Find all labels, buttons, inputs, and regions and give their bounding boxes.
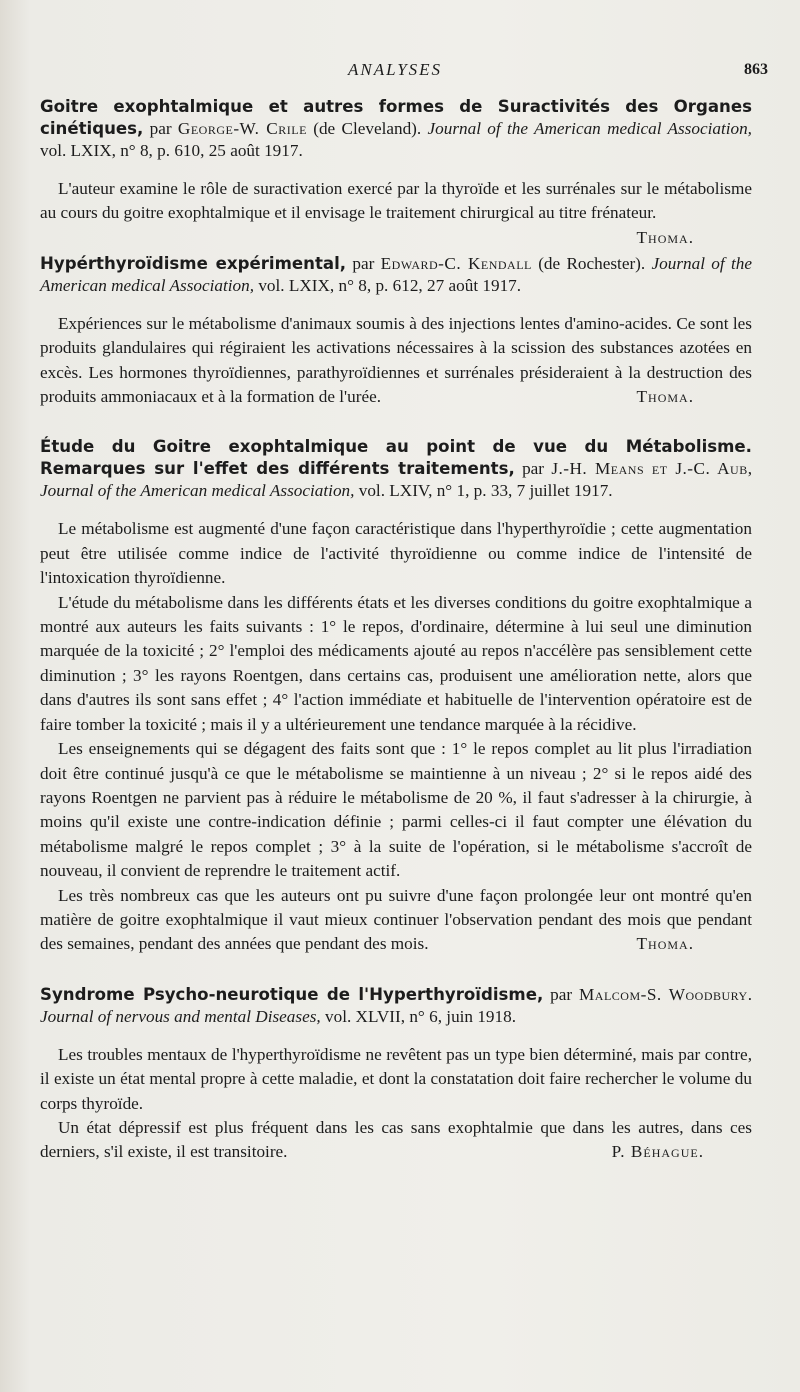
article-signature: P. Béhague. (611, 1142, 704, 1162)
article-citation: vol. LXIX, n° 8, p. 610, 25 août 1917. (40, 141, 303, 160)
article-title: Goitre exophtalmique et autres formes de Suractivités des Organes cinétiques, (40, 97, 752, 138)
article-heading: Étude du Goitre exophtalmique au point de vue du Métabolisme. Remarques sur l'effet des différents traitements, par J.-H. Means et J.-C. Aub, Journal of the American medical Association, vol. LXIV, n° 1, p. 33, 7 juillet 1917. (40, 437, 752, 501)
page-number: 863 (744, 61, 768, 78)
article-paragraph: L'étude du métabolisme dans les différents états et les diverses conditions du goitre exophtalmique a montré aux auteurs les faits suivants : 1° le repos, d'ordinaire, détermine à lui seul une diminution marquée de la toxicité ; 2° l'emploi des médicaments ajouté au repos n'accélère pas sensiblement cette diminution ; 3° les rayons Roentgen, dans certains cas, produisent une amélioration nette, alors que dans d'autres ils sont sans effet ; 4° l'action immédiate et habituelle de l'intervention opératoire est de faire tomber la toxicité ; mais il y a ultérieurement une tendance marquée à la récidive. (40, 592, 752, 734)
article-3 (40, 436, 752, 956)
article-heading: Goitre exophtalmique et autres formes de Suractivités des Organes cinétiques, par George-W. Crile (de Cleveland). Journal of the American medical Association, vol. LXIX, n° 8, p. 610, 25 août 1917. (40, 97, 752, 160)
article-title: Hypérthyroïdisme expérimental, (40, 253, 347, 273)
article-journal: Journal of the American medical Association, (427, 119, 752, 138)
article-2 (40, 253, 752, 410)
article-4 (40, 984, 752, 1165)
article-paragraph: Les enseignements qui se dégagent des faits sont que : 1° le repos complet au lit plus l'irradiation doit être continué jusqu'à ce que le métabolisme se maintienne à un niveau ; 2° si le repos aidé des rayons Roentgen ne parvient pas à réduire le métabolisme de 20 %, il faut s'adresser à la chirurgie, à moins qu'il existe une contre-indication définie ; parmi celles-ci il faut compter une élévation du métabolisme malgré le repos complet ; 3° à la suite de l'opération, si le métabolisme s'accroît de nouveau, il convient de reprendre le traitement actif. (40, 739, 752, 881)
article-journal: Journal of the American medical Association, (40, 253, 752, 295)
article-paragraph: L'auteur examine le rôle de suractivation exercé par la thyroïde et les surrénales sur le métabolisme au cours du goitre exophtalmique et il envisage le traitement chirurgical au titre frénateur. Thoma. (40, 177, 752, 226)
article-heading: Hypérthyroïdisme expérimental, par Edward-C. Kendall (de Rochester). Journal of the American medical Association, vol. LXIX, n° 8, p. 612, 27 août 1917. (40, 253, 752, 295)
article-title: Syndrome Psycho-neurotique de l'Hyperthyroïdisme, (40, 984, 544, 1004)
article-signature: Thoma. (636, 387, 694, 407)
page-header (0, 60, 800, 84)
article-author: Edward-C. Kendall (380, 253, 532, 273)
article-citation: vol. LXIX, n° 8, p. 612, 27 août 1917. (254, 275, 522, 295)
article-heading: Syndrome Psycho-neurotique de l'Hyperthyroïdisme, par Malcom-S. Woodbury. Journal of nervous and mental Diseases, vol. XLVII, n° 6, juin 1918. (40, 984, 752, 1026)
article-paragraph: Un état dépressif est plus fréquent dans les cas sans exophtalmie que dans les autres, dans ces derniers, s'il existe, il est transitoire. P. Béhague. (40, 1116, 752, 1165)
page-content (40, 96, 752, 1192)
article-paragraph: Le métabolisme est augmenté d'une façon caractéristique dans l'hyperthyroïdie ; cette augmentation peut être utilisée comme indice de l'activité thyroïdienne ou comme indice de l'intensité de l'intoxication thyroïdienne. (40, 519, 752, 588)
article-author: J.-H. Means et J.-C. Aub (551, 459, 748, 479)
article-author: George-W. Crile (177, 119, 307, 138)
article-journal: Journal of nervous and mental Diseases, (40, 1006, 321, 1026)
article-author: Malcom-S. Woodbury (579, 984, 748, 1004)
article-1 (40, 96, 752, 247)
article-citation: vol. XLVII, n° 6, juin 1918. (320, 1006, 516, 1026)
article-journal: Journal of the American medical Association, (40, 481, 355, 501)
article-signature: Thoma. (636, 934, 694, 954)
running-title: ANALYSES (347, 60, 443, 79)
article-signature: Thoma. (636, 227, 694, 247)
article-paragraph: Expériences sur le métabolisme d'animaux soumis à des injections lentes d'amino-acides. Ce sont les produits glandulaires qui régiraient les activations nécessaires à la scission des substances azotées en excès. Les hormones thyroïdiennes, parathyroïdiennes et surrénales présideraient à la destruction des produits ammoniacaux et à la formation de l'urée. Thoma. (40, 312, 752, 410)
article-paragraph: Les troubles mentaux de l'hyperthyroïdisme ne revêtent pas un type bien déterminé, mais par contre, il existe un état mental propre à cette maladie, et dont la constatation doit faire rechercher le volume du corps thyroïde. (40, 1044, 752, 1113)
article-paragraph: Les très nombreux cas que les auteurs ont pu suivre d'une façon prolongée leur ont montré qu'en matière de goitre exophtalmique il vaut mieux continuer l'observation pendant des mois que pendant des semaines, pendant des années que pendant des mois. Thoma. (40, 884, 752, 957)
article-citation: vol. LXIV, n° 1, p. 33, 7 juillet 1917. (354, 481, 613, 501)
article-title: Étude du Goitre exophtalmique au point de vue du Métabolisme. Remarques sur l'effet des différents traitements, (40, 437, 752, 479)
